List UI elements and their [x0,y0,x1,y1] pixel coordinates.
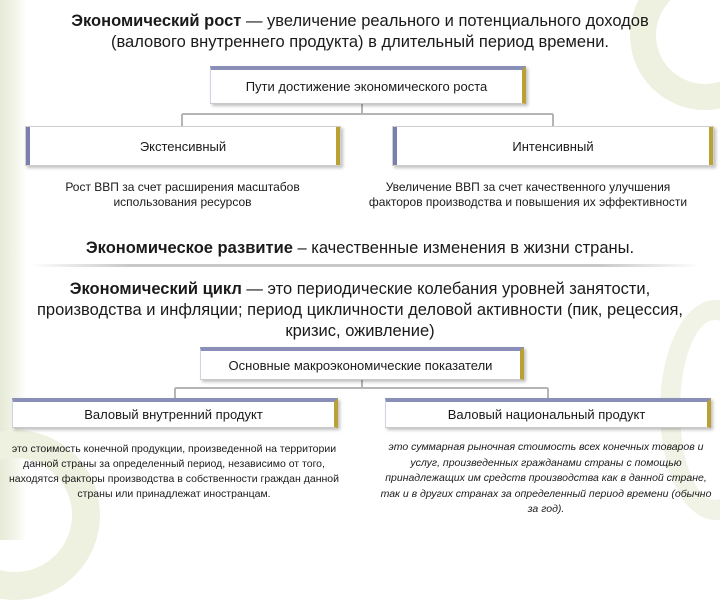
divider [30,264,700,267]
cycle-term: Экономический цикл [69,280,242,298]
development-definition [40,238,680,259]
paths-box-label: Пути достижение экономического роста [245,79,488,94]
intensive-box [392,126,714,166]
paths-box [210,66,526,104]
indicators-box-label: Основные макроэкономические показатели [228,357,493,373]
cycle-definition [30,279,690,342]
growth-definition [40,11,680,53]
extensive-label: Экстенсивный [139,138,227,154]
indicators-box [200,347,524,380]
development-text: – качественные изменения в жизни страны. [292,239,635,257]
growth-text: — увеличение реального и потенциального доходов (валового внутреннего продукта) в длительный период времени. [110,12,649,51]
gnp-box [385,398,711,428]
intensive-label: Интенсивный [512,138,594,154]
extensive-box [25,126,341,166]
gdp-description: это стоимость конечной продукции, произведенной на территории данной страны за определенный период, независимо от того, находятся факторы производства в собственности граждан данной страны или принадлежат иностранцам. [9,443,339,500]
gnp-description: это суммарная рыночная стоимость всех конечных товаров и услуг, произведенных гражданами страны с помощью принадлежащих им средств производства как в данной стране, так и в других странах за определенный период времени (обычно за год). [380,441,712,515]
growth-term: Экономический рост [71,12,242,30]
cycle-text: — это периодические колебания уровней занятости, производства и инфляции; период цикличности деловой активности (пик, рецессия, кризис, оживление) [36,280,684,340]
gdp-box [12,398,338,428]
development-term: Экономическое развитие [85,239,293,257]
gdp-label: Валовый внутренний продукт [84,407,263,422]
gnp-label: Валовый национальный продукт [447,407,646,422]
extensive-description: Рост ВВП за счет расширения масштабов использования ресурсов [65,180,300,209]
intensive-description: Увеличение ВВП за счет качественного улучшения факторов производства и повышения их эффективности [368,180,688,209]
